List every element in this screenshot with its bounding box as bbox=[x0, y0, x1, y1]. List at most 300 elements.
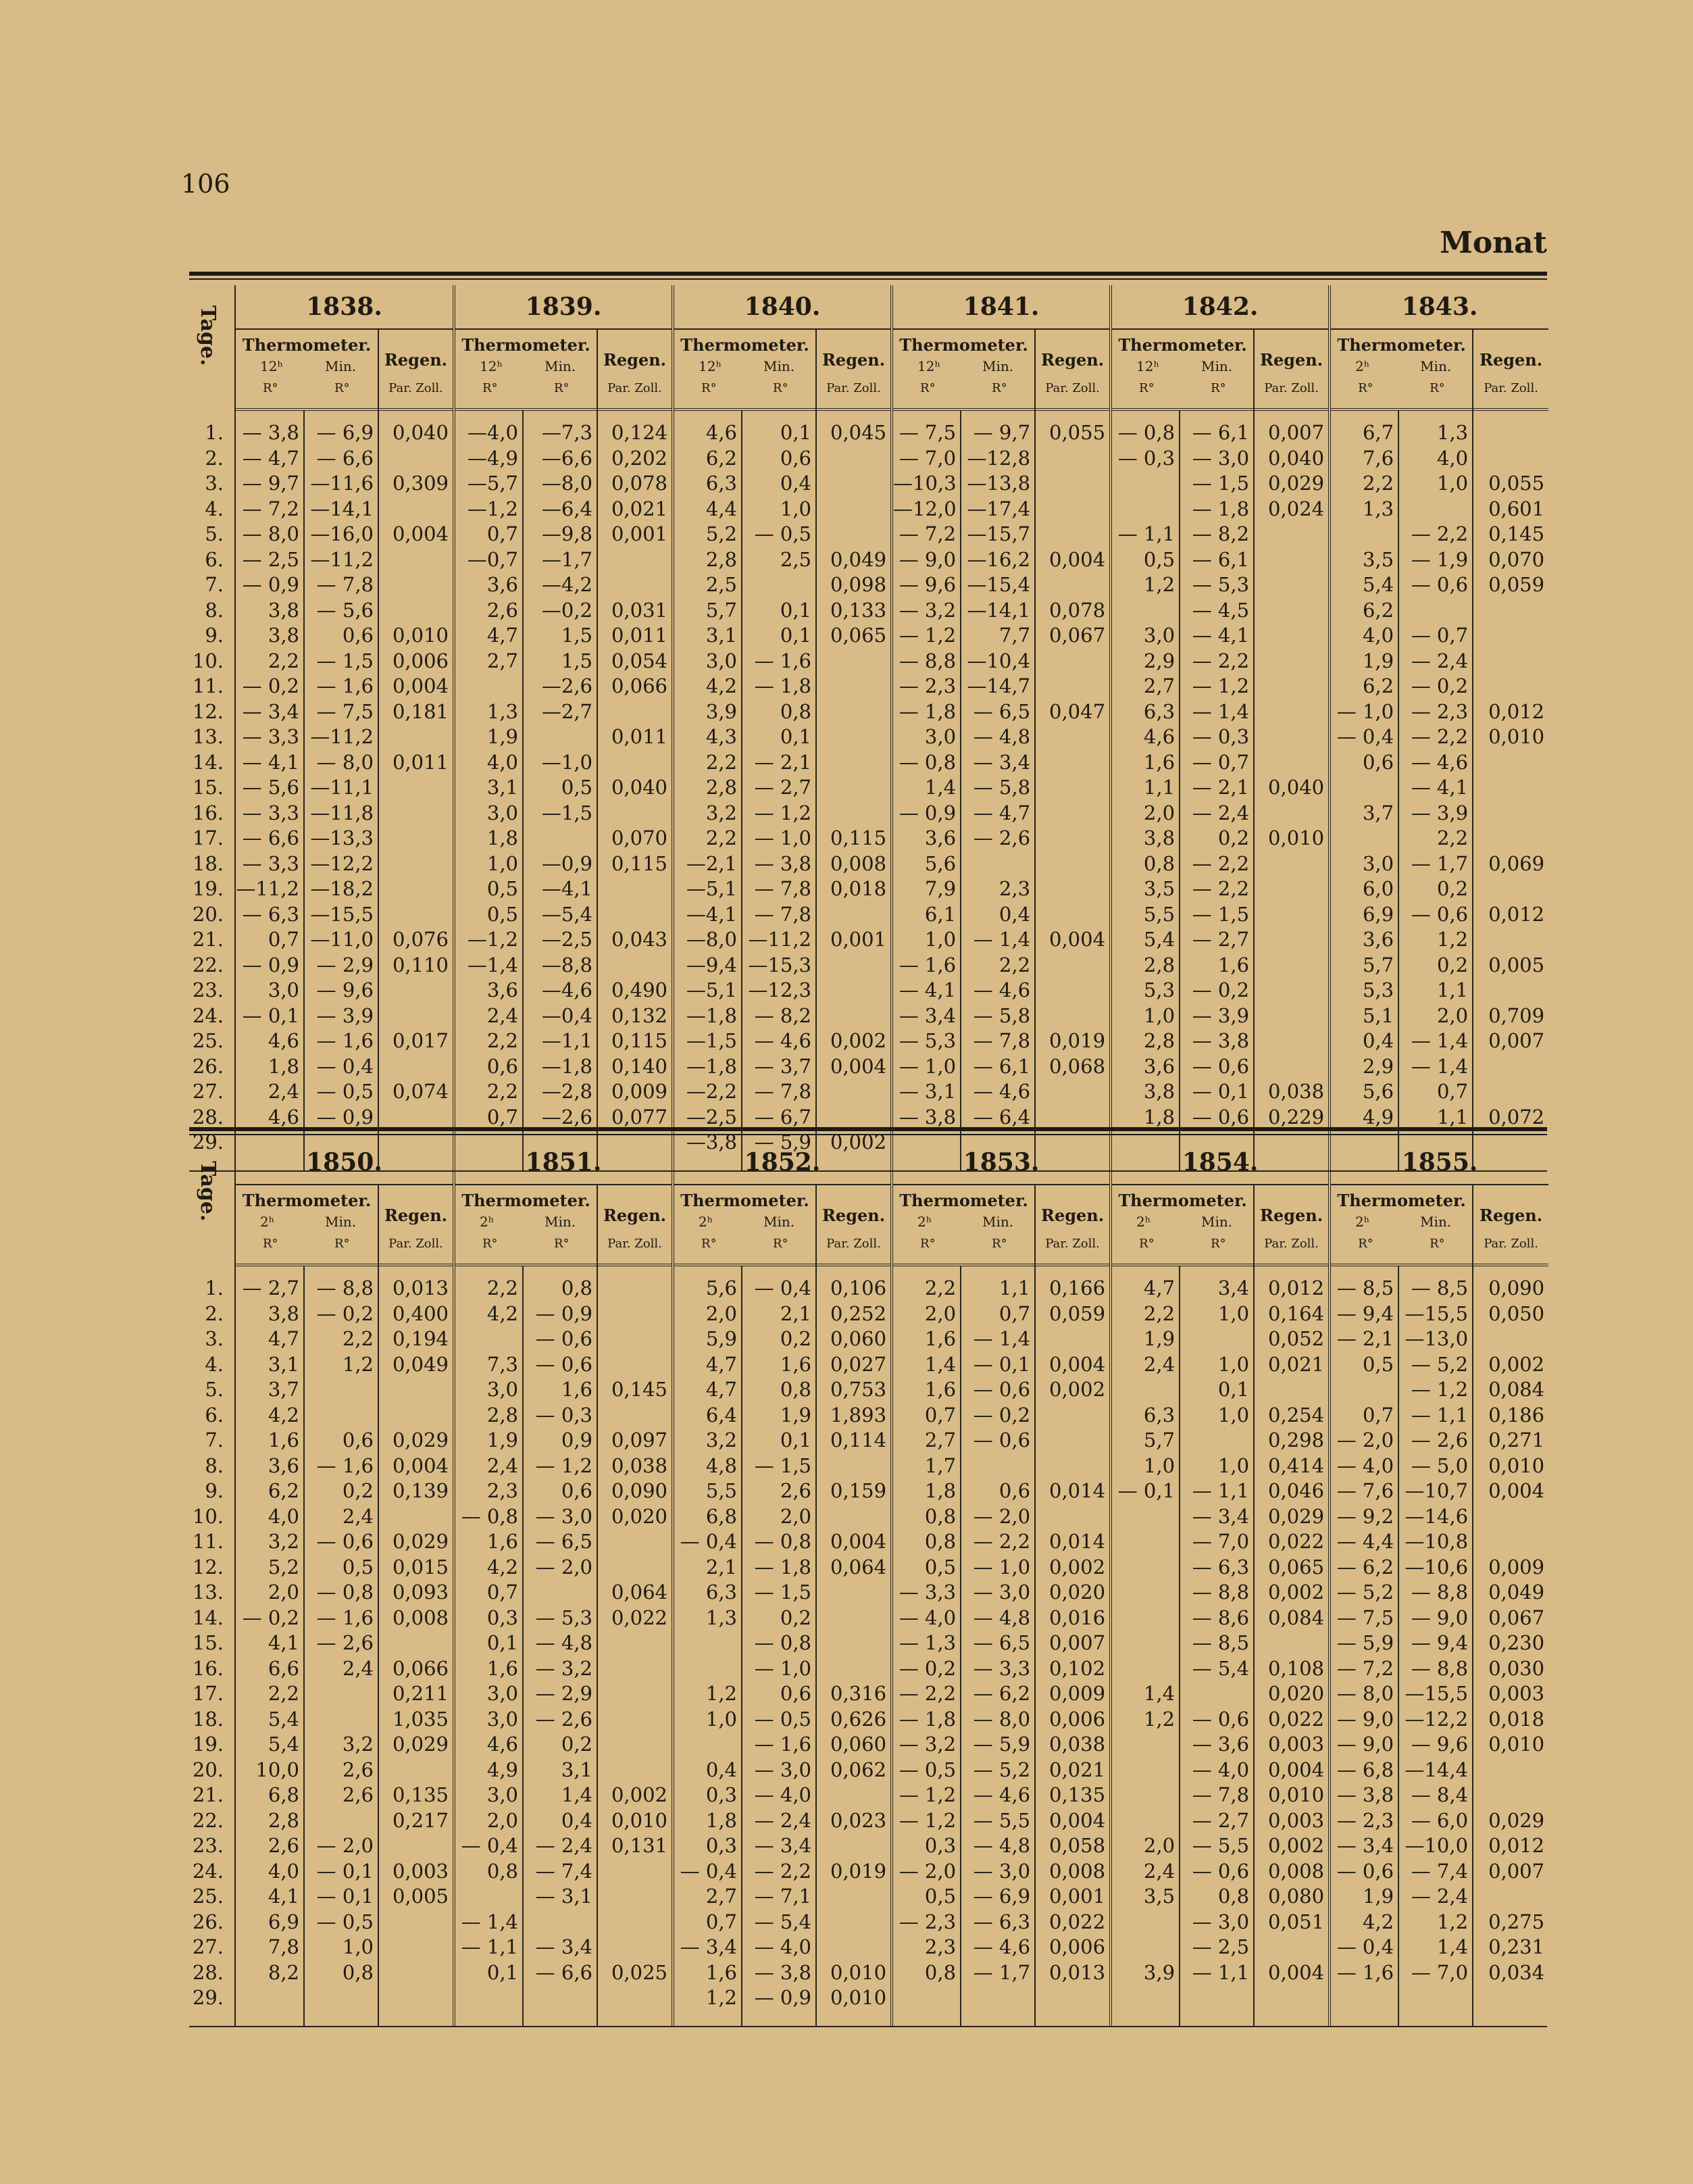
minimum-cell bbox=[305, 1985, 378, 2011]
temperature-cell: —9,4 bbox=[686, 953, 738, 976]
regen-cell bbox=[1036, 522, 1109, 547]
regen-cell bbox=[1255, 851, 1328, 877]
regen-label: Regen. bbox=[384, 350, 448, 370]
regen-cell: 0,004 bbox=[830, 1530, 887, 1553]
minimum-cell: — 1,1 bbox=[1192, 1479, 1250, 1502]
minimum-cell: — 1,4 bbox=[1411, 1054, 1469, 1078]
regen-cell: 0,090 bbox=[611, 1479, 668, 1502]
temperature-cell: — 9,4 bbox=[1336, 1301, 1394, 1325]
regen-cell: 0,017 bbox=[392, 1029, 449, 1052]
minimum-cell: — 0,9 bbox=[535, 1301, 592, 1325]
regen-cell: 0,003 bbox=[1268, 1808, 1325, 1832]
minimum-cell: —0,2 bbox=[541, 598, 592, 622]
temperature-cell: 0,7 bbox=[486, 1105, 518, 1128]
regen-cell: 0,011 bbox=[392, 750, 449, 774]
regen-cell: 0,022 bbox=[1268, 1530, 1325, 1553]
minimum-cell: — 2,0 bbox=[316, 1834, 374, 1857]
regen-cell: 0,275 bbox=[1488, 1910, 1545, 1933]
minimum-cell bbox=[524, 826, 597, 851]
day-label: 4. bbox=[205, 1352, 224, 1376]
regen-cell bbox=[379, 1910, 453, 1935]
regen-cell: 0,014 bbox=[1049, 1530, 1106, 1553]
minimum-cell: — 1,1 bbox=[1411, 1403, 1469, 1426]
temperature-cell: 10,0 bbox=[255, 1758, 299, 1781]
temperature-cell: 2,2 bbox=[924, 1276, 957, 1299]
day-label: 4. bbox=[205, 497, 224, 520]
temperature-cell: 2,0 bbox=[1143, 801, 1176, 824]
thermometer-label: Thermometer. bbox=[1118, 335, 1247, 355]
temperature-cell: 3,5 bbox=[1143, 1885, 1176, 1908]
minimum-cell: —8,0 bbox=[541, 472, 592, 495]
temperature-cell: 1,2 bbox=[1143, 573, 1176, 596]
temperature-cell: 1,4 bbox=[924, 1352, 957, 1376]
minimum-cell: — 3,9 bbox=[1411, 801, 1469, 824]
temperature-cell: — 1,1 bbox=[1117, 522, 1176, 545]
regen-cell bbox=[1473, 1529, 1548, 1555]
minimum-cell: —0,4 bbox=[541, 1003, 592, 1027]
minimum-cell: 1,2 bbox=[342, 1352, 374, 1376]
temperature-cell: 3,1 bbox=[268, 1352, 299, 1376]
day-label: 1. bbox=[205, 1276, 224, 1299]
regen-cell: 0,011 bbox=[611, 725, 668, 748]
temperature-cell: 0,4 bbox=[705, 1758, 738, 1781]
temperature-cell: 2,7 bbox=[705, 1885, 738, 1908]
regen-cell bbox=[598, 1707, 672, 1733]
minimum-cell: — 6,9 bbox=[973, 1885, 1031, 1908]
regen-label: Regen. bbox=[1041, 350, 1105, 370]
regen-cell: 0,020 bbox=[611, 1504, 668, 1528]
regen-cell: 0,229 bbox=[1268, 1105, 1325, 1128]
regen-cell: 0,078 bbox=[1049, 598, 1106, 622]
minimum-cell: —12,8 bbox=[967, 446, 1031, 470]
minimum-cell bbox=[305, 1681, 378, 1707]
regen-cell: 0,004 bbox=[830, 1054, 887, 1078]
day-label: 7. bbox=[205, 573, 224, 596]
regen-cell bbox=[379, 598, 453, 624]
temperature-cell: 2,5 bbox=[705, 573, 738, 596]
year-title: 1842. bbox=[1112, 285, 1328, 330]
day-label: 11. bbox=[192, 1530, 224, 1553]
hour-label: 2ʰ bbox=[1355, 358, 1370, 374]
minimum-cell: — 3,4 bbox=[1192, 1504, 1250, 1528]
temperature-cell: 2,2 bbox=[705, 750, 738, 774]
regen-cell bbox=[598, 1555, 672, 1581]
temperature-cell: 2,4 bbox=[486, 1003, 518, 1027]
minimum-cell: — 2,2 bbox=[973, 1530, 1031, 1553]
minimum-cell: —2,6 bbox=[541, 1105, 592, 1128]
minimum-cell: —1,8 bbox=[541, 1054, 592, 1078]
minimum-cell: — 0,7 bbox=[1411, 624, 1469, 647]
temperature-cell: — 2,3 bbox=[1336, 1808, 1394, 1832]
temperature-cell: —2,5 bbox=[686, 1105, 738, 1128]
regen-cell: 0,012 bbox=[1268, 1276, 1325, 1299]
unit-label: R° bbox=[992, 1237, 1007, 1251]
regen-cell: 0,145 bbox=[611, 1378, 668, 1401]
temperature-cell bbox=[1331, 1377, 1398, 1403]
temperature-cell: 0,7 bbox=[486, 522, 518, 545]
year-title: 1854. bbox=[1112, 1141, 1328, 1185]
temperature-cell: 3,0 bbox=[1143, 624, 1176, 647]
minimum-cell: — 0,2 bbox=[1192, 978, 1250, 1001]
day-label: 6. bbox=[205, 1403, 224, 1426]
regen-cell: 0,007 bbox=[1268, 421, 1325, 444]
minimum-cell: —1,0 bbox=[541, 750, 592, 774]
regen-cell bbox=[817, 522, 890, 547]
temperature-cell: —12,0 bbox=[893, 497, 957, 520]
regen-cell: 0,013 bbox=[1049, 1960, 1106, 1984]
minimum-cell: —11,8 bbox=[310, 801, 374, 824]
regen-cell: 0,400 bbox=[392, 1301, 449, 1325]
regen-header bbox=[379, 330, 453, 411]
minimum-cell: — 1,6 bbox=[316, 674, 374, 697]
temperature-cell: 3,9 bbox=[705, 699, 738, 723]
minimum-cell: —11,2 bbox=[748, 928, 812, 951]
temperature-cell: 0,8 bbox=[924, 1530, 957, 1553]
minimum-cell: — 2,4 bbox=[754, 1808, 812, 1832]
temperature-cell: 1,9 bbox=[486, 1429, 518, 1451]
temperature-cell: 1,3 bbox=[1362, 497, 1394, 520]
minimum-cell: — 3,0 bbox=[535, 1504, 592, 1528]
minimum-cell: — 7,4 bbox=[1411, 1859, 1469, 1883]
minimum-cell: — 1,5 bbox=[754, 1581, 812, 1604]
regen-header bbox=[598, 330, 672, 411]
regen-cell: 0,002 bbox=[1268, 1581, 1325, 1604]
hour-label: 2ʰ bbox=[1355, 1214, 1370, 1230]
temperature-cell bbox=[1331, 775, 1398, 801]
day-label: 5. bbox=[205, 1378, 224, 1401]
temperature-cell: 0,6 bbox=[1362, 750, 1394, 774]
regen-cell: 0,010 bbox=[392, 624, 449, 647]
temperature-cell: — 2,1 bbox=[1336, 1327, 1394, 1350]
minimum-cell: 2,1 bbox=[780, 1301, 812, 1325]
regen-cell bbox=[1473, 927, 1548, 953]
temperature-cell: — 2,3 bbox=[899, 674, 957, 697]
minimum-cell: — 6,5 bbox=[535, 1530, 592, 1553]
temperature-cell: 2,0 bbox=[1143, 1834, 1176, 1857]
temperature-cell: —3,8 bbox=[686, 1131, 738, 1153]
regen-cell bbox=[379, 876, 453, 902]
minimum-cell: 2,2 bbox=[342, 1327, 374, 1350]
minimum-cell: —2,7 bbox=[541, 699, 592, 723]
regen-cell: 0,145 bbox=[1488, 522, 1545, 545]
minimum-cell: — 1,4 bbox=[1192, 699, 1250, 723]
temperature-cell: 6,2 bbox=[1362, 598, 1394, 622]
temperature-cell: — 7,2 bbox=[242, 497, 299, 520]
regen-cell: 0,753 bbox=[830, 1378, 887, 1401]
year-title: 1851. bbox=[455, 1141, 672, 1185]
temperature-cell: — 8,0 bbox=[242, 522, 299, 545]
temperature-cell: 2,4 bbox=[1143, 1352, 1176, 1376]
temperature-cell: 3,6 bbox=[1143, 1054, 1176, 1078]
par-zoll-label: Par. Zoll. bbox=[1264, 1237, 1319, 1251]
minimum-cell: 1,1 bbox=[1436, 978, 1469, 1001]
temperature-cell: — 0,9 bbox=[242, 953, 299, 976]
regen-cell: 0,078 bbox=[611, 472, 668, 495]
minimum-cell: — 9,4 bbox=[1411, 1631, 1469, 1654]
regen-header bbox=[1473, 1185, 1548, 1266]
minimum-cell: —6,4 bbox=[541, 497, 592, 520]
regen-cell bbox=[598, 572, 672, 598]
temperature-cell: — 3,3 bbox=[242, 801, 299, 824]
temperature-cell: 2,8 bbox=[1143, 1029, 1176, 1052]
hour-label: 2ʰ bbox=[480, 1214, 495, 1230]
minimum-cell: — 8,4 bbox=[1411, 1783, 1469, 1806]
regen-cell: 0,029 bbox=[392, 1429, 449, 1451]
min-label: Min. bbox=[982, 1214, 1014, 1230]
temperature-cell: 1,6 bbox=[924, 1378, 957, 1401]
temperature-cell: — 0,8 bbox=[899, 750, 957, 774]
minimum-cell: — 5,5 bbox=[973, 1808, 1031, 1832]
temperature-cell: — 3,4 bbox=[1336, 1834, 1394, 1857]
regen-cell: 0,068 bbox=[1049, 1054, 1106, 1078]
regen-cell: 0,601 bbox=[1488, 497, 1545, 520]
minimum-cell: — 4,0 bbox=[754, 1935, 812, 1958]
unit-label: R° bbox=[1358, 1237, 1373, 1251]
temperature-cell: — 7,2 bbox=[1336, 1656, 1394, 1680]
par-zoll-label: Par. Zoll. bbox=[388, 381, 443, 395]
regen-cell: 0,164 bbox=[1268, 1301, 1325, 1325]
minimum-cell: — 7,0 bbox=[1411, 1960, 1469, 1984]
thermometer-header bbox=[1331, 1185, 1472, 1266]
temperature-cell: 3,0 bbox=[486, 1707, 518, 1731]
temperature-cell bbox=[1112, 1808, 1179, 1834]
regen-cell bbox=[1036, 851, 1109, 877]
regen-cell: 0,049 bbox=[392, 1352, 449, 1376]
temperature-cell: — 0,1 bbox=[1117, 1479, 1176, 1502]
regen-cell bbox=[1036, 724, 1109, 750]
minimum-cell: — 4,8 bbox=[973, 1606, 1031, 1629]
temperature-cell: — 9,2 bbox=[1336, 1504, 1394, 1528]
minimum-cell: — 7,1 bbox=[754, 1885, 812, 1908]
temperature-cell: — 3,8 bbox=[242, 421, 299, 444]
minimum-cell: 1,6 bbox=[1217, 953, 1250, 976]
minimum-cell: — 3,3 bbox=[973, 1656, 1031, 1680]
temperature-cell: 1,6 bbox=[705, 1960, 738, 1984]
regen-cell bbox=[598, 1935, 672, 1960]
temperature-cell: — 0,2 bbox=[242, 674, 299, 697]
temperature-cell: 0,3 bbox=[705, 1834, 738, 1857]
regen-cell bbox=[817, 953, 890, 978]
minimum-cell: —11,2 bbox=[310, 725, 374, 748]
temperature-cell: — 5,2 bbox=[1336, 1581, 1394, 1604]
temperature-cell: 4,2 bbox=[705, 674, 738, 697]
minimum-cell: — 2,6 bbox=[316, 1631, 374, 1654]
minimum-cell: —6,6 bbox=[541, 446, 592, 470]
temperature-cell: 3,2 bbox=[705, 1429, 738, 1451]
temperature-cell: 4,7 bbox=[268, 1327, 299, 1350]
temperature-cell: —1,8 bbox=[686, 1054, 738, 1078]
day-label: 26. bbox=[192, 1054, 224, 1078]
temperature-cell: — 0,4 bbox=[680, 1859, 738, 1883]
temperature-cell: 2,4 bbox=[486, 1454, 518, 1477]
regen-cell bbox=[1036, 1504, 1109, 1530]
regen-cell bbox=[1255, 1003, 1328, 1029]
day-label: 10. bbox=[192, 1504, 224, 1528]
temperature-cell: 6,0 bbox=[1362, 877, 1394, 900]
regen-cell: 0,003 bbox=[392, 1859, 449, 1883]
temperature-cell: 3,2 bbox=[268, 1530, 299, 1553]
temperature-cell: 0,5 bbox=[1362, 1352, 1394, 1376]
minimum-cell: — 4,0 bbox=[754, 1783, 812, 1806]
day-label: 16. bbox=[192, 801, 224, 824]
minimum-cell: — 2,1 bbox=[754, 750, 812, 774]
regen-cell: 0,004 bbox=[1268, 1758, 1325, 1781]
temperature-cell: 1,4 bbox=[924, 776, 957, 799]
day-label: 28. bbox=[192, 1960, 224, 1984]
regen-cell: 0,490 bbox=[611, 978, 668, 1001]
regen-cell: 0,066 bbox=[611, 674, 668, 697]
temperature-cell: — 9,0 bbox=[1336, 1733, 1394, 1756]
regen-cell: 0,271 bbox=[1488, 1429, 1545, 1451]
unit-label: R° bbox=[701, 1237, 717, 1251]
regen-cell bbox=[379, 1985, 453, 2011]
temperature-cell: 1,3 bbox=[705, 1606, 738, 1629]
minimum-cell: 0,2 bbox=[1436, 953, 1469, 976]
hour-label: 12ʰ bbox=[699, 358, 722, 374]
regen-cell: 0,047 bbox=[1049, 699, 1106, 723]
day-label: 25. bbox=[192, 1029, 224, 1052]
temperature-cell: 2,6 bbox=[486, 598, 518, 622]
minimum-cell: — 8,8 bbox=[1411, 1656, 1469, 1680]
regen-cell: 0,097 bbox=[611, 1429, 668, 1451]
temperature-cell bbox=[455, 1985, 522, 2011]
temperature-cell: 2,2 bbox=[486, 1080, 518, 1103]
regen-cell bbox=[379, 1833, 453, 1859]
regen-cell: 0,040 bbox=[611, 776, 668, 799]
regen-cell: 0,004 bbox=[1488, 1479, 1545, 1502]
minimum-cell: 2,3 bbox=[999, 877, 1031, 900]
minimum-cell: —18,2 bbox=[310, 877, 374, 900]
regen-cell: 0,072 bbox=[1488, 1105, 1545, 1128]
par-zoll-label: Par. Zoll. bbox=[388, 1237, 443, 1251]
minimum-cell: 0,6 bbox=[561, 1479, 592, 1502]
regen-cell bbox=[598, 953, 672, 978]
temperature-cell: 4,2 bbox=[486, 1555, 518, 1579]
regen-cell: 0,414 bbox=[1268, 1454, 1325, 1477]
year-title: 1850. bbox=[236, 1141, 453, 1185]
regen-cell bbox=[1036, 1105, 1109, 1131]
minimum-cell: 2,6 bbox=[780, 1479, 812, 1502]
regen-label: Regen. bbox=[384, 1206, 448, 1225]
minimum-cell: —14,7 bbox=[967, 674, 1031, 697]
regen-cell bbox=[598, 1910, 672, 1935]
minimum-cell: 0,1 bbox=[780, 421, 812, 444]
regen-cell bbox=[1255, 649, 1328, 674]
regen-cell: 0,077 bbox=[611, 1105, 668, 1128]
temperature-cell: 0,3 bbox=[924, 1834, 957, 1857]
regen-cell: 0,012 bbox=[1488, 699, 1545, 723]
regen-cell bbox=[1036, 497, 1109, 522]
minimum-cell: —1,7 bbox=[541, 547, 592, 571]
regen-cell bbox=[817, 471, 890, 497]
minimum-cell: 0,2 bbox=[342, 1479, 374, 1502]
minimum-cell: — 1,2 bbox=[1411, 1378, 1469, 1401]
regen-cell bbox=[1473, 775, 1548, 801]
temperature-cell bbox=[674, 1656, 741, 1682]
regen-cell: 0,004 bbox=[392, 1454, 449, 1477]
minimum-cell: 0,4 bbox=[561, 1808, 592, 1832]
hour-label: 12ʰ bbox=[480, 358, 503, 374]
minimum-cell: — 1,0 bbox=[973, 1555, 1031, 1579]
regen-cell: 0,052 bbox=[1268, 1327, 1325, 1350]
minimum-cell: —16,0 bbox=[310, 522, 374, 545]
temperature-cell: 0,3 bbox=[705, 1783, 738, 1806]
temperature-cell: — 5,3 bbox=[899, 1029, 957, 1052]
minimum-cell: — 6,6 bbox=[535, 1960, 592, 1984]
temperature-cell: 1,0 bbox=[924, 928, 957, 951]
day-label: 17. bbox=[192, 826, 224, 849]
temperature-cell: —1,4 bbox=[467, 953, 518, 976]
minimum-cell: — 7,8 bbox=[1192, 1783, 1250, 1806]
minimum-cell: — 8,8 bbox=[1192, 1581, 1250, 1604]
minimum-cell: —12,2 bbox=[1405, 1707, 1469, 1731]
minimum-cell: — 3,8 bbox=[1192, 1029, 1250, 1052]
unit-label: R° bbox=[263, 381, 278, 395]
regen-cell bbox=[598, 547, 672, 573]
minimum-cell: — 3,4 bbox=[535, 1935, 592, 1958]
minimum-cell: 0,9 bbox=[561, 1429, 592, 1451]
regen-cell bbox=[1255, 902, 1328, 928]
temperature-cell bbox=[1112, 1377, 1179, 1403]
temperature-cell: —8,0 bbox=[686, 928, 738, 951]
regen-cell bbox=[817, 724, 890, 750]
minimum-cell: —15,7 bbox=[967, 522, 1031, 545]
minimum-cell: 1,0 bbox=[1217, 1352, 1250, 1376]
regen-cell bbox=[1036, 1403, 1109, 1429]
regen-cell bbox=[817, 750, 890, 776]
regen-cell bbox=[1036, 1454, 1109, 1479]
minimum-cell: — 5,0 bbox=[1411, 1454, 1469, 1477]
day-label: 27. bbox=[192, 1935, 224, 1958]
regen-cell: 0,067 bbox=[1049, 624, 1106, 647]
temperature-cell: —1,5 bbox=[686, 1029, 738, 1052]
min-label: Min. bbox=[1201, 358, 1233, 374]
regen-cell: 0,030 bbox=[1488, 1656, 1545, 1680]
regen-cell bbox=[379, 1960, 453, 1986]
day-label: 6. bbox=[205, 547, 224, 571]
unit-label: R° bbox=[1358, 381, 1373, 395]
temperature-cell: —4,0 bbox=[467, 421, 518, 444]
regen-cell: 0,009 bbox=[1488, 1555, 1545, 1579]
regen-cell: 0,022 bbox=[611, 1606, 668, 1629]
regen-cell bbox=[817, 1504, 890, 1530]
temperature-cell: — 3,1 bbox=[899, 1080, 957, 1103]
regen-cell bbox=[1036, 1003, 1109, 1029]
minimum-cell: — 3,6 bbox=[1192, 1733, 1250, 1756]
minimum-cell: — 4,0 bbox=[1192, 1758, 1250, 1781]
temperature-cell: 0,7 bbox=[924, 1403, 957, 1426]
regen-cell: 0,064 bbox=[830, 1555, 887, 1579]
minimum-cell: —15,5 bbox=[1405, 1301, 1469, 1325]
temperature-cell: — 6,2 bbox=[1336, 1555, 1394, 1579]
temperature-cell: 3,8 bbox=[268, 624, 299, 647]
minimum-cell: — 9,0 bbox=[1411, 1606, 1469, 1629]
minimum-cell: — 4,6 bbox=[754, 1029, 812, 1052]
minimum-cell: — 8,8 bbox=[316, 1276, 374, 1299]
minimum-cell: — 0,6 bbox=[1192, 1859, 1250, 1883]
minimum-cell: — 1,5 bbox=[754, 1454, 812, 1477]
minimum-cell: —14,6 bbox=[1405, 1504, 1469, 1528]
temperature-cell: 6,3 bbox=[1143, 1403, 1176, 1426]
unit-label: R° bbox=[701, 381, 717, 395]
regen-cell bbox=[817, 1631, 890, 1656]
minimum-cell: 0,2 bbox=[1436, 877, 1469, 900]
temperature-cell: — 9,0 bbox=[899, 547, 957, 571]
minimum-cell: 0,6 bbox=[780, 446, 812, 470]
temperature-cell: 6,3 bbox=[705, 472, 738, 495]
thermometer-header bbox=[236, 1185, 378, 1266]
minimum-cell: — 0,6 bbox=[973, 1378, 1031, 1401]
